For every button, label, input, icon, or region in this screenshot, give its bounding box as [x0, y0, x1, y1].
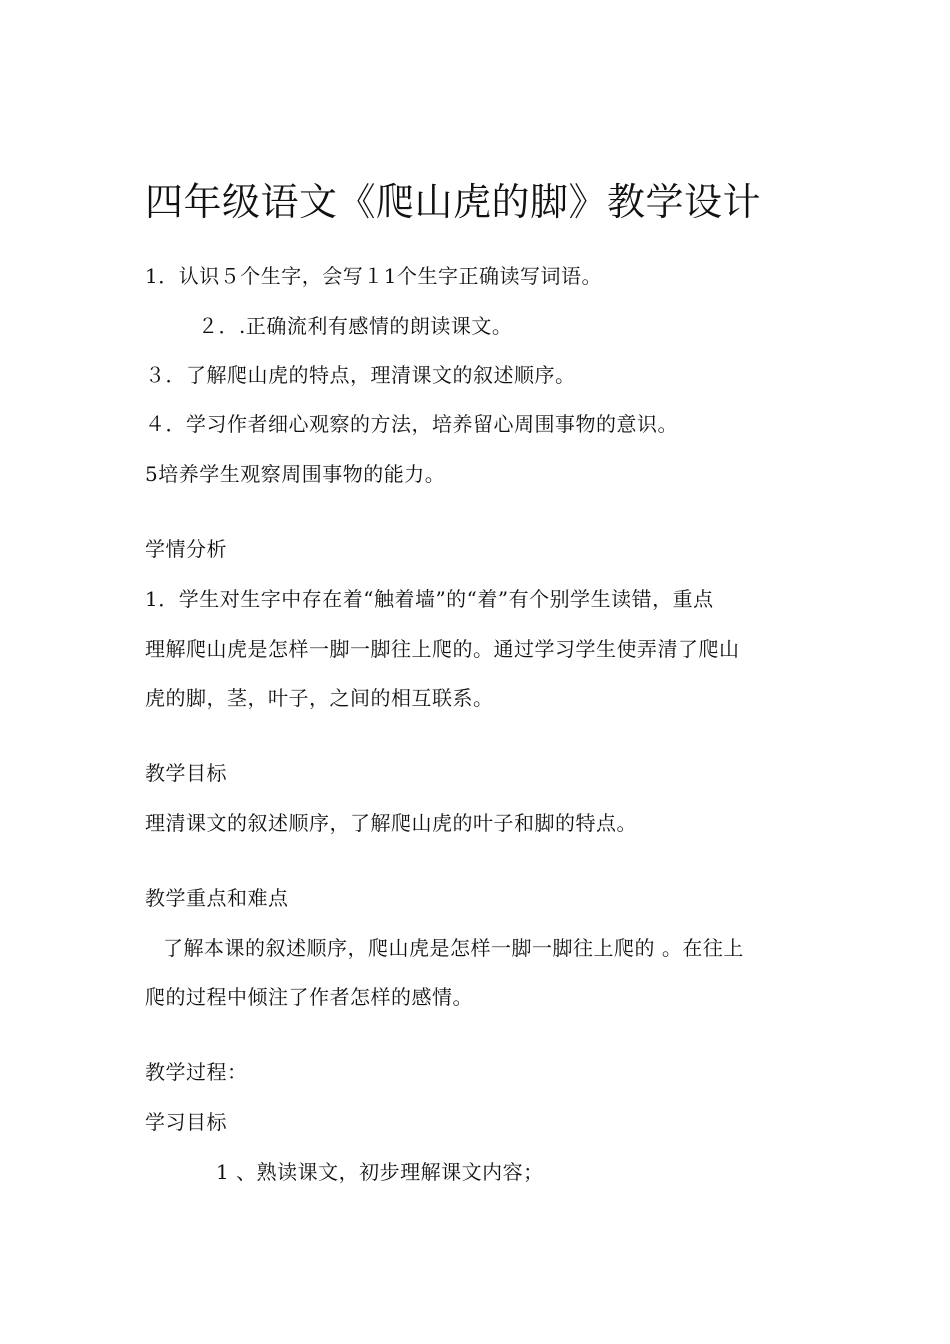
- objective-5: 5培养学生观察周围事物的能力。: [145, 462, 446, 486]
- process-sub-heading: 学习目标: [145, 1110, 227, 1134]
- student-analysis-heading: 学情分析: [145, 537, 227, 561]
- document-title: 四年级语文《爬山虎的脚》教学设计: [145, 180, 762, 224]
- objective-4: ４．学习作者细心观察的方法，培养留心周围事物的意识。: [145, 412, 678, 436]
- objective-3: ３．了解爬山虎的特点，理清课文的叙述顺序。: [145, 363, 576, 387]
- objective-2: ２．.正确流利有感情的朗读课文。: [198, 314, 513, 338]
- teaching-goal-text: 理清课文的叙述顺序，了解爬山虎的叶子和脚的特点。: [145, 811, 637, 835]
- process-item: 1 、熟读课文，初步理解课文内容；: [216, 1160, 544, 1184]
- key-points-line: 爬的过程中倾注了作者怎样的感情。: [145, 985, 473, 1009]
- student-analysis-line: 理解爬山虎是怎样一脚一脚往上爬的。通过学习学生使弄清了爬山: [145, 637, 740, 661]
- key-points-line: 了解本课的叙述顺序，爬山虎是怎样一脚一脚往上爬的 。在往上: [163, 936, 744, 960]
- teaching-goal-heading: 教学目标: [145, 761, 227, 785]
- objective-1: 1．认识５个生字，会写１1个生字正确读写词语。: [145, 264, 602, 288]
- student-analysis-line: 1．学生对生字中存在着“触着墙”的“着”有个别学生读错，重点: [145, 587, 714, 611]
- process-heading: 教学过程：: [145, 1060, 248, 1084]
- key-points-heading: 教学重点和难点: [145, 886, 289, 910]
- student-analysis-line: 虎的脚，茎，叶子，之间的相互联系。: [145, 686, 494, 710]
